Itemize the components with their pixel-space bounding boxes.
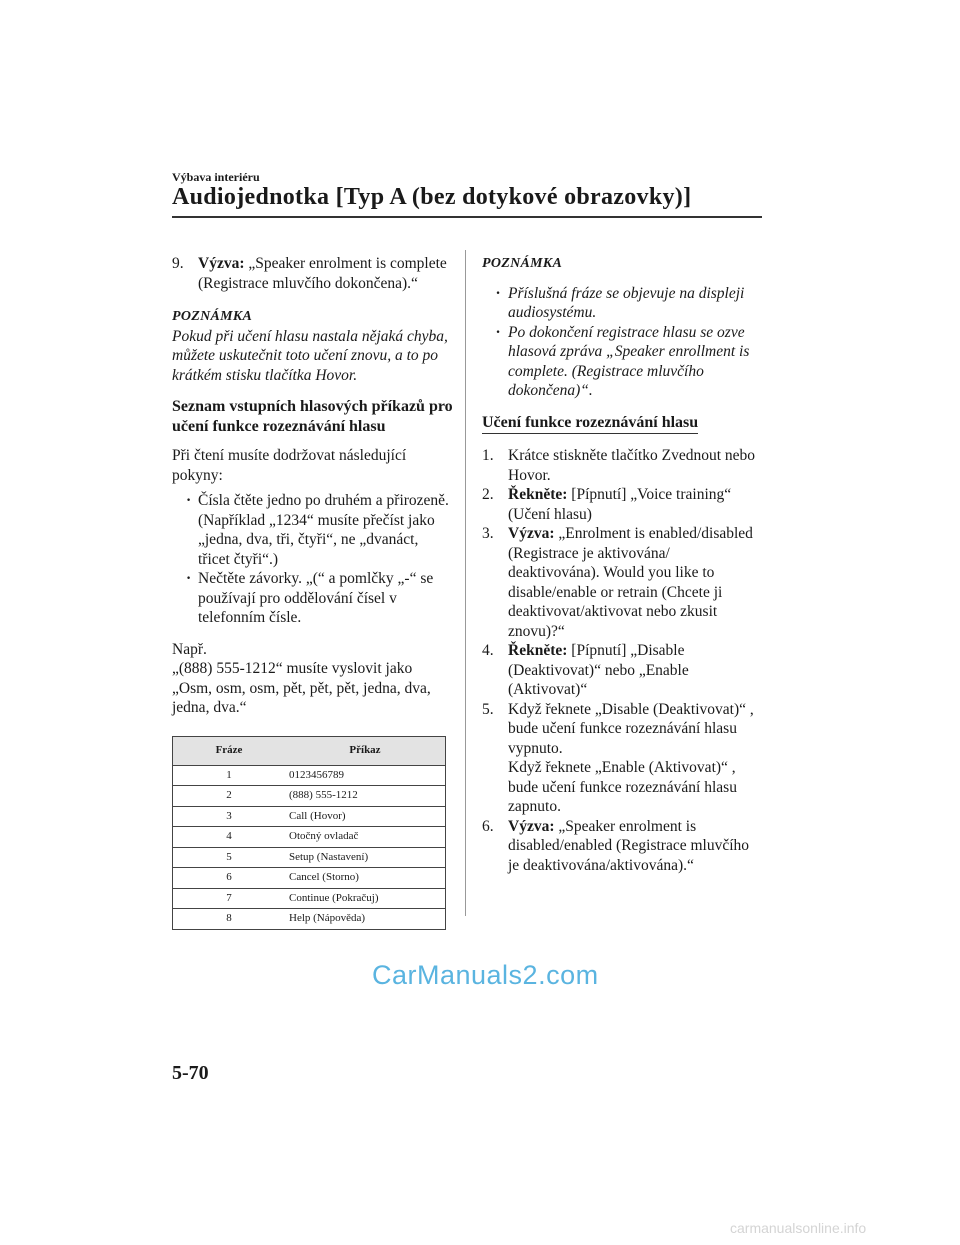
step-4 [482, 641, 764, 700]
note-heading: POZNÁMKA [172, 309, 253, 324]
table-row [173, 786, 446, 807]
note-bullet: · Po dokončení registrace hlasu se ozve hlasová zpráva „Speaker enrollment is complete. (Registrace mluvčího dokončena)“. [496, 323, 764, 401]
table-cell: 4 [173, 827, 286, 848]
left-column [172, 254, 454, 930]
note-text: Pokud při učení hlasu nastala nějaká chyba, můžete uskutečnit toto učení znovu, a to po krátkém stisku tlačítka Hovor. [172, 327, 448, 384]
table-cell: 7 [173, 888, 286, 909]
step-2 [482, 485, 764, 524]
table-cell: 0123456789 [285, 765, 446, 786]
step-5-continued [482, 758, 764, 817]
step-number: 3. [482, 525, 494, 542]
bullet-item: · Nečtěte závorky. „(“ a pomlčky „-“ se používají pro oddělování čísel v telefonním čísle. [186, 569, 454, 628]
table-cell: 1 [173, 765, 286, 786]
table-cell: 6 [173, 868, 286, 889]
table-cell: (888) 555-1212 [285, 786, 446, 807]
table-header-phrase: Fráze [173, 736, 286, 765]
table-cell: Continue (Pokračuj) [285, 888, 446, 909]
step-text: Krátce stiskněte tlačítko Zvednout nebo Hovor. [508, 447, 756, 484]
watermark-logo: CarManuals2.com [372, 960, 599, 990]
step-5 [482, 700, 764, 759]
right-column [482, 254, 764, 875]
table-row [173, 806, 446, 827]
step-text: „Enrolment is enabled/disabled (Registrace je aktivována/ deaktivována). Would you like to disable/enable or retrain (Chcete ji deaktivovat/aktivovat nebo zkusit znovu)?“ [508, 525, 753, 640]
table-cell: Otočný ovladač [285, 827, 446, 848]
table-cell: Help (Nápověda) [285, 909, 446, 930]
page-number: 5-70 [172, 1062, 209, 1084]
step-number: 9. [172, 255, 184, 272]
note-heading: POZNÁMKA [482, 256, 563, 271]
section-label: Výbava interiéru [172, 170, 260, 184]
command-table [172, 736, 446, 930]
step-6 [482, 817, 764, 876]
title-rule [172, 216, 762, 218]
table-row [173, 888, 446, 909]
step-number: 6. [482, 817, 494, 835]
bullet-item: · Čísla čtěte jedno po druhém a přirozeně. (Například „1234“ musíte přečíst jako „jedna, dva, tři, čtyři“, ne „dvanáct, třicet čtyři“.) [186, 491, 454, 569]
table-row [173, 765, 446, 786]
step-text: [Pípnutí] „Disable (Deaktivovat)“ nebo „Enable (Aktivovat)“ [508, 642, 689, 698]
list-heading: Seznam vstupních hlasových příkazů pro učení funkce rozeznávání hlasu [172, 398, 453, 435]
step-bold-label: Řekněte: [508, 642, 568, 659]
step-text: Když řeknete „Enable (Aktivovat)“ , bude učení funkce rozeznávání hlasu zapnuto. [508, 759, 737, 815]
table-row [173, 847, 446, 868]
page-title: Audiojednotka [Typ A (bez dotykové obrazovky)] [172, 184, 692, 210]
step-text: [Pípnutí] „Voice training“ (Učení hlasu) [508, 486, 732, 523]
footer-watermark: carmanualsonline.info [730, 1220, 867, 1236]
example-text: „(888) 555-1212“ musíte vyslovit jako „Osm, osm, osm, pět, pět, pět, jedna, dva, jedna, dva.“ [172, 660, 431, 716]
table-cell: Setup (Nastavení) [285, 847, 446, 868]
intro-text: Při čtení musíte dodržovat následující pokyny: [172, 447, 407, 484]
note-bullet: · Příslušná fráze se objevuje na displeji audiosystému. [496, 284, 764, 323]
step-number: 2. [482, 486, 494, 503]
table-cell: 3 [173, 806, 286, 827]
table-cell: Cancel (Storno) [285, 868, 446, 889]
table-header-command: Příkaz [285, 736, 446, 765]
step-number: 4. [482, 642, 494, 659]
step-number: 5. [482, 700, 494, 718]
table-row [173, 868, 446, 889]
step-bold-label: Výzva: [198, 255, 245, 272]
table-cell: 2 [173, 786, 286, 807]
step-text: Když řeknete „Disable (Deaktivovat)“ , bude učení funkce rozeznávání hlasu vypnuto. [508, 700, 754, 757]
table-row [173, 827, 446, 848]
step-text: „Speaker enrolment is disabled/enabled (Registrace mluvčího je deaktivována/aktivována).“ [508, 817, 750, 874]
step-bold-label: Výzva: [508, 525, 555, 542]
step-bold-label: Řekněte: [508, 486, 568, 503]
example-label: Např. [172, 640, 207, 658]
table-row [173, 909, 446, 930]
step-text: „Speaker enrolment is complete (Registrace mluvčího dokončena).“ [198, 255, 447, 292]
step-9 [172, 254, 454, 293]
table-cell: Call (Hovor) [285, 806, 446, 827]
step-3 [482, 524, 764, 641]
subheading: Učení funkce rozeznávání hlasu [482, 413, 698, 435]
step-number: 1. [482, 447, 494, 464]
step-bold-label: Výzva: [508, 817, 555, 835]
table-cell: 5 [173, 847, 286, 868]
column-divider [465, 250, 466, 916]
step-1 [482, 446, 764, 485]
table-cell: 8 [173, 909, 286, 930]
